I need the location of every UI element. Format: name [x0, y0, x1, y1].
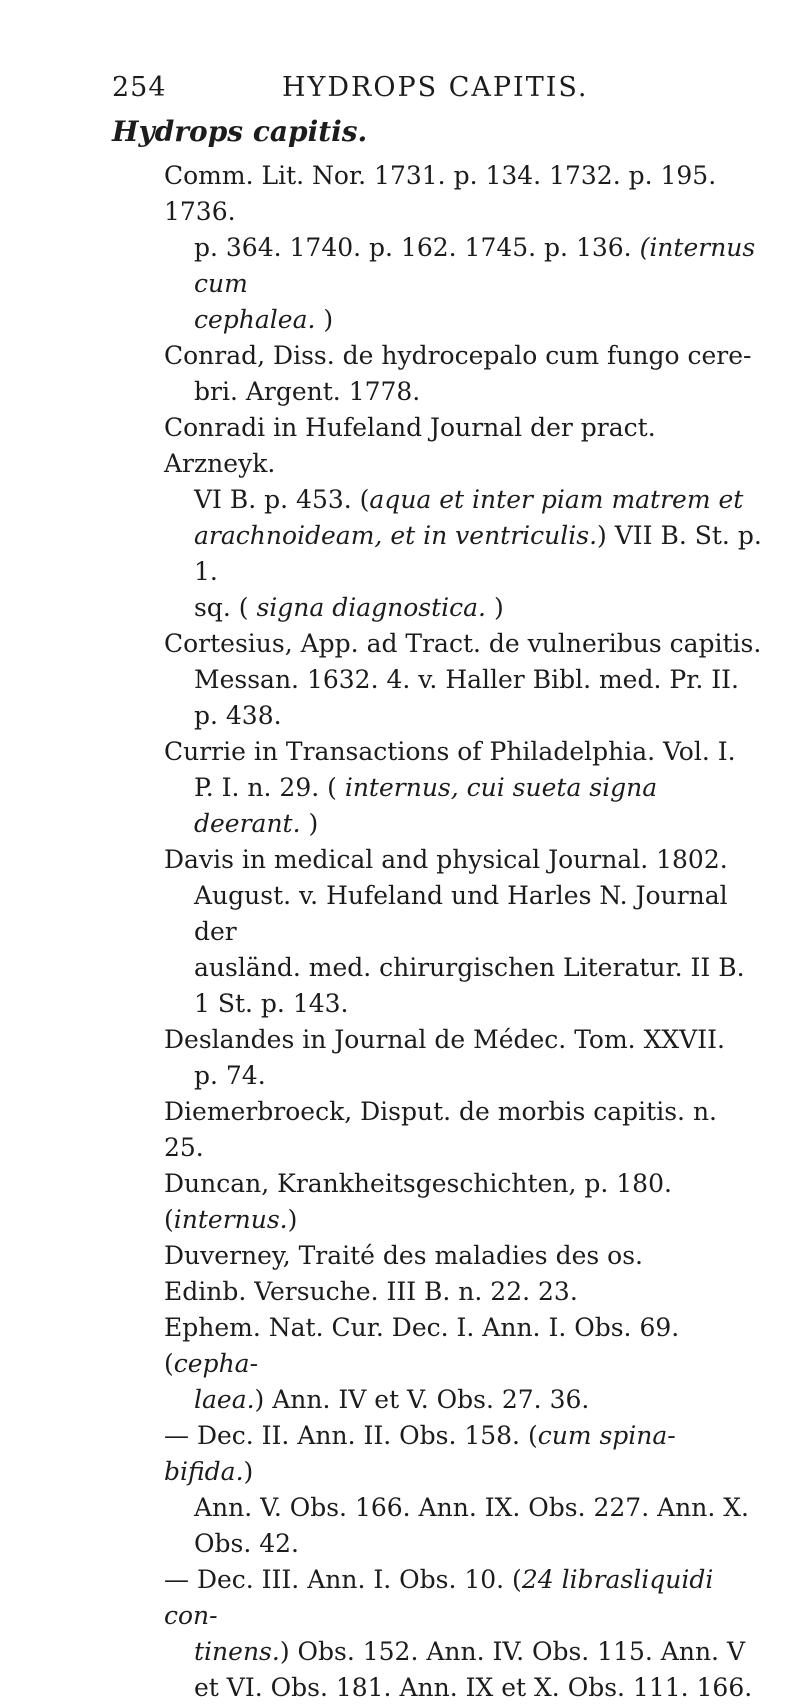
entry-line: [164, 230, 764, 302]
bibliography-entry: [164, 1094, 764, 1166]
bibliography-entry: [164, 1166, 764, 1238]
bibliography-entry: [164, 626, 764, 734]
entry-text: Messan. 1632. 4. v. Haller Bibl. med. Pr. II.: [194, 665, 739, 694]
entry-line: [164, 590, 764, 626]
entry-text: August. v. Hufeland und Harles N. Journal der: [194, 881, 728, 946]
entry-line: [164, 1022, 764, 1058]
entry-text: Ephem. Nat. Cur. Dec. I. Ann. I. Obs. 69. (: [164, 1313, 680, 1378]
entry-text: ) Obs. 152. Ann. IV. Obs. 115. Ann. V: [279, 1637, 746, 1666]
entry-text: Davis in medical and physical Journal. 1802.: [164, 845, 728, 874]
entry-text: ): [315, 305, 334, 334]
entry-text: Duncan, Krankheitsgeschichten, p. 180. (: [164, 1169, 672, 1234]
entry-line: [164, 302, 764, 338]
entry-line: [164, 1418, 764, 1490]
entry-text: p. 74.: [194, 1061, 266, 1090]
entry-text: bri. Argent. 1778.: [194, 377, 421, 406]
bibliography-entry: [164, 1274, 764, 1310]
entry-text: Ann. V. Obs. 166. Ann. IX. Obs. 227. Ann. X.: [194, 1493, 750, 1522]
entry-line: [164, 1058, 764, 1094]
bibliography-entry: [164, 1310, 764, 1418]
entry-text: et VI. Obs. 181. Ann. IX et X. Obs. 111. 166.: [194, 1673, 753, 1702]
entry-line: [164, 986, 764, 1022]
entry-line: [164, 698, 764, 734]
entry-text: — Dec. II. Ann. II. Obs. 158. (: [164, 1421, 538, 1450]
entry-line: [164, 626, 764, 662]
entry-text: p. 438.: [194, 701, 282, 730]
entry-italic-note: (internus cum: [194, 233, 756, 298]
entry-line: [164, 338, 764, 374]
running-title: HYDROPS CAPITIS.: [282, 72, 589, 103]
entry-text: sq. (: [194, 593, 257, 622]
entry-line: [164, 1094, 764, 1166]
entry-text: Obs. 42.: [194, 1529, 299, 1558]
entry-line: [164, 1382, 764, 1418]
bibliography-list: [164, 158, 764, 1706]
section-title: Hydrops capitis.: [112, 115, 368, 148]
entry-line: [164, 1670, 764, 1706]
running-head: [112, 72, 712, 112]
page-number: 254: [112, 72, 167, 103]
entry-italic-note: cum spina-bifida.: [164, 1421, 676, 1486]
entry-line: [164, 770, 764, 842]
entry-text: Deslandes in Journal de Médec. Tom. XXVII.: [164, 1025, 725, 1054]
entry-italic-note: internus, cui sueta signa deerant.: [194, 773, 658, 838]
entry-text: Conradi in Hufeland Journal der pract. Arzneyk.: [164, 413, 656, 478]
entry-line: [164, 482, 764, 518]
entry-line: [164, 410, 764, 482]
entry-text: P. I. n. 29. (: [194, 773, 345, 802]
entry-text: — Dec. III. Ann. I. Obs. 10. (: [164, 1565, 522, 1594]
entry-italic-note: laea.: [194, 1385, 255, 1414]
bibliography-entry: [164, 1022, 764, 1094]
entry-text: ): [486, 593, 504, 622]
bibliography-entry: [164, 1418, 764, 1562]
entry-line: [164, 1274, 764, 1310]
entry-line: [164, 1526, 764, 1562]
entry-italic-note: signa diagnostica.: [256, 593, 487, 622]
bibliography-entry: [164, 734, 764, 842]
entry-text: Cortesius, App. ad Tract. de vulneribus capitis.: [164, 629, 762, 658]
bibliography-entry: [164, 158, 764, 338]
entry-text: 1 St. p. 143.: [194, 989, 349, 1018]
entry-italic-note: arachnoideam, et in ventriculis.: [194, 521, 598, 550]
entry-text: ) Ann. IV et V. Obs. 27. 36.: [254, 1385, 590, 1414]
entry-line: [164, 662, 764, 698]
entry-text: Currie in Transactions of Philadelphia. Vol. I.: [164, 737, 736, 766]
entry-text: ) VII B. St. p. 1.: [194, 521, 762, 586]
entry-line: [164, 1166, 764, 1238]
entry-line: [164, 374, 764, 410]
entry-line: [164, 1490, 764, 1526]
entry-line: [164, 518, 764, 590]
bibliography-entry: [164, 410, 764, 626]
entry-italic-note: aqua et inter piam matrem et: [369, 485, 744, 514]
entry-line: [164, 158, 764, 230]
entry-italic-note: tinens.: [194, 1637, 280, 1666]
entry-line: [164, 1562, 764, 1634]
entry-text: ausländ. med. chirurgischen Literatur. II B.: [194, 953, 745, 982]
entry-line: [164, 1634, 764, 1670]
entry-text: Duverney, Traité des maladies des os.: [164, 1241, 643, 1270]
entry-text: VI B. p. 453. (: [194, 485, 370, 514]
entry-italic-note: cepha-: [173, 1349, 259, 1378]
bibliography-entry: [164, 1562, 764, 1706]
entry-text: Conrad, Diss. de hydrocepalo cum fungo cere-: [164, 341, 752, 370]
entry-line: [164, 878, 764, 950]
entry-line: [164, 734, 764, 770]
bibliography-entry: [164, 338, 764, 410]
bibliography-entry: [164, 842, 764, 1022]
entry-text: p. 364. 1740. p. 162. 1745. p. 136.: [194, 233, 640, 262]
entry-text: ): [300, 809, 319, 838]
entry-line: [164, 1310, 764, 1382]
entry-line: [164, 950, 764, 986]
entry-text: Diemerbroeck, Disput. de morbis capitis. n. 25.: [164, 1097, 717, 1162]
entry-italic-note: internus.: [173, 1205, 288, 1234]
entry-text: Edinb. Versuche. III B. n. 22. 23.: [164, 1277, 578, 1306]
bibliography-entry: [164, 1238, 764, 1274]
entry-line: [164, 842, 764, 878]
entry-text: Comm. Lit. Nor. 1731. p. 134. 1732. p. 195. 1736.: [164, 161, 717, 226]
entry-text: ): [243, 1457, 254, 1486]
entry-text: ): [287, 1205, 298, 1234]
entry-italic-note: cephalea.: [194, 305, 316, 334]
entry-italic-note: 24 librasliquidi con-: [164, 1565, 714, 1630]
entry-line: [164, 1238, 764, 1274]
